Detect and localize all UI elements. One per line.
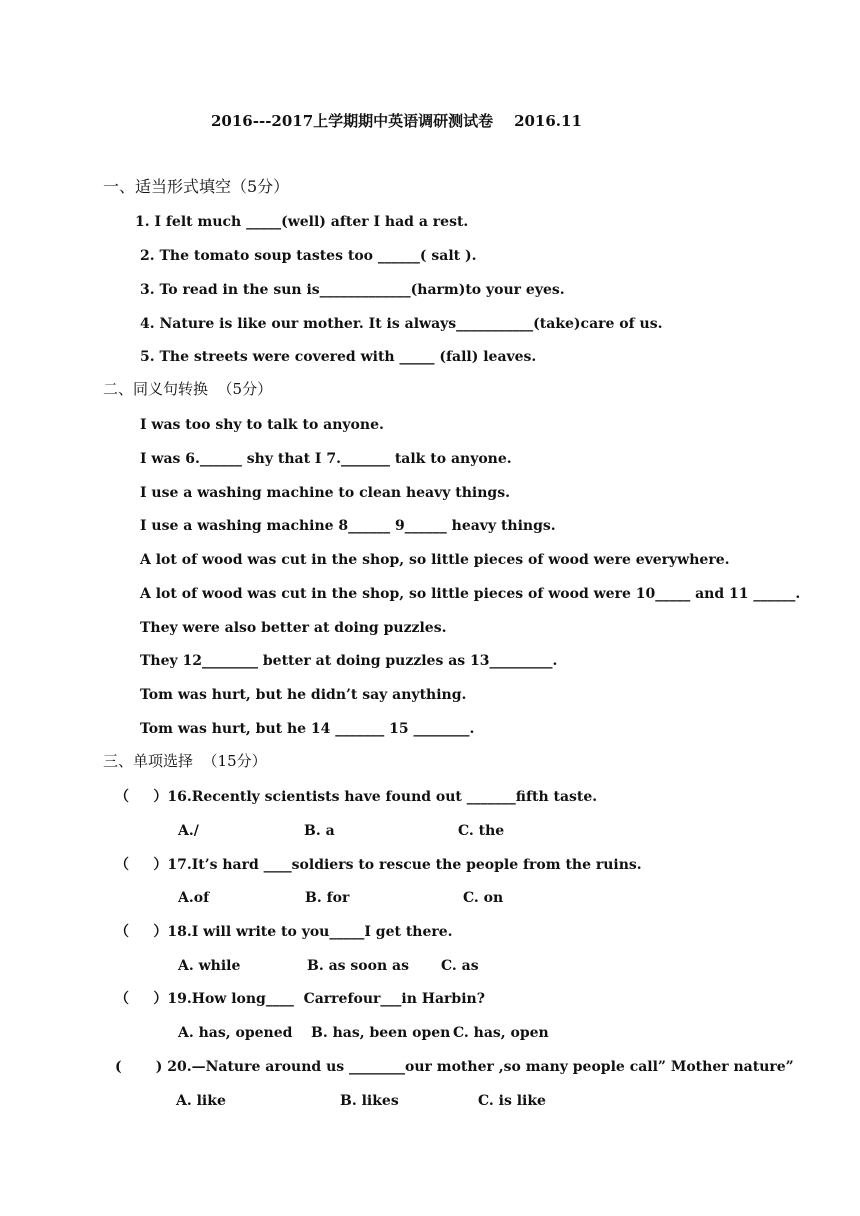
question-17-stem: （ ）17.It’s hard ____soldiers to rescue the people from the ruins. xyxy=(115,857,642,873)
question-16-stem: （ ）16.Recently scientists have found out _______fifth taste. xyxy=(115,789,598,805)
question-4: 4. Nature is like our mother. It is always___________(take)care of us. xyxy=(140,316,663,332)
option-b: B. likes xyxy=(340,1093,399,1109)
option-c: C. on xyxy=(463,890,504,906)
option-a: A. like xyxy=(176,1093,226,1109)
question-18-stem: （ ）18.I will write to you_____I get there. xyxy=(115,924,453,940)
option-a: A. while xyxy=(178,958,241,974)
question-1: 1. I felt much _____(well) after I had a rest. xyxy=(135,214,469,230)
option-a: A.of xyxy=(178,890,210,906)
option-c: C. the xyxy=(458,823,505,839)
sentence-line: Tom was hurt, but he 14 _______ 15 ________. xyxy=(140,721,475,737)
question-5: 5. The streets were covered with _____ (fall) leaves. xyxy=(140,349,537,365)
option-c: C. is like xyxy=(478,1093,546,1109)
option-b: B. as soon as xyxy=(307,958,409,974)
option-a: A. has, opened xyxy=(178,1025,293,1041)
question-3: 3. To read in the sun is_____________(harm)to your eyes. xyxy=(140,282,565,298)
option-b: B. for xyxy=(305,890,350,906)
option-b: B. a xyxy=(304,823,335,839)
question-19-stem: （ ）19.How long____ Carrefour___in Harbin? xyxy=(115,991,485,1007)
exam-title: 2016---2017上学期期中英语调研测试卷 2016.11 xyxy=(211,112,582,130)
option-a: A./ xyxy=(178,823,199,839)
sentence-line: Tom was hurt, but he didn’t say anything. xyxy=(140,687,467,703)
sentence-line: I was too shy to talk to anyone. xyxy=(140,417,384,433)
option-c: C. has, open xyxy=(453,1025,549,1041)
question-2: 2. The tomato soup tastes too ______( salt ). xyxy=(140,248,477,264)
sentence-line: I use a washing machine 8______ 9______ heavy things. xyxy=(140,518,556,534)
option-c: C. as xyxy=(441,958,479,974)
sentence-line: A lot of wood was cut in the shop, so little pieces of wood were 10_____ and 11 ______. xyxy=(140,586,801,602)
sentence-line: I use a washing machine to clean heavy things. xyxy=(140,485,510,501)
section-2-heading: 二、同义句转换 （5分） xyxy=(103,380,273,398)
question-20-stem: ( ) 20.—Nature around us ________our mother ,so many people call” Mother nature” xyxy=(115,1059,794,1075)
sentence-line: They 12________ better at doing puzzles as 13_________. xyxy=(140,653,558,669)
sentence-line: A lot of wood was cut in the shop, so little pieces of wood were everywhere. xyxy=(140,552,730,568)
sentence-line: I was 6.______ shy that I 7._______ talk to anyone. xyxy=(140,451,512,467)
section-1-heading: 一、适当形式填空（5分） xyxy=(103,177,290,196)
option-b: B. has, been open xyxy=(311,1025,451,1041)
sentence-line: They were also better at doing puzzles. xyxy=(140,620,447,636)
section-3-heading: 三、单项选择 （15分） xyxy=(103,752,267,770)
